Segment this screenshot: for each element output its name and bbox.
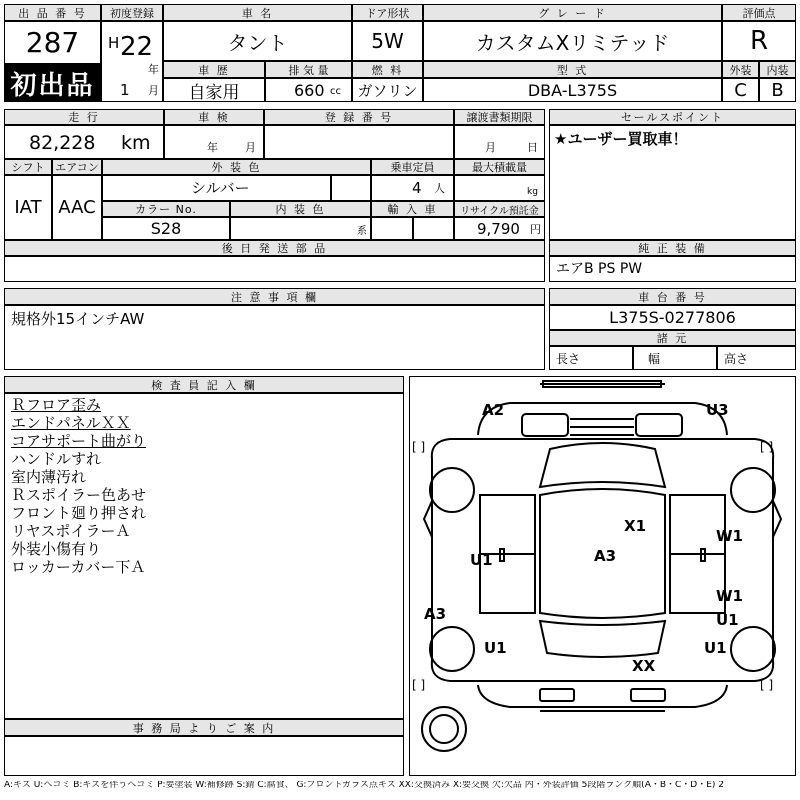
later-parts-cell	[4, 256, 545, 282]
grille-lines	[570, 419, 634, 435]
caution-note: 規格外15インチAW	[11, 310, 145, 328]
load-unit: kg	[527, 187, 538, 197]
inspector-note-9: ロッカーカバー下Ａ	[11, 558, 146, 576]
transfer-day-unit: 日	[527, 141, 538, 154]
front-right-wheel	[731, 468, 775, 512]
later-parts-label: 後 日 発 送 部 品	[4, 240, 545, 256]
inspector-notes	[4, 393, 404, 719]
inspector-note-7: リヤスポイラーＡ	[11, 522, 131, 540]
fuel-label: 燃 料	[352, 61, 423, 78]
grade: カスタムXリミテッド	[423, 21, 722, 61]
car-name-label: 車 名	[163, 4, 352, 21]
displacement-unit: cc	[330, 86, 341, 97]
rear-left-wheel	[430, 627, 474, 671]
registration-year: 22	[120, 32, 154, 62]
equipment: エアB PS PW	[556, 261, 643, 277]
mileage-cell	[4, 125, 164, 159]
model-code: DBA-L375S	[423, 78, 722, 102]
interior-grade: B	[759, 78, 796, 102]
equipment-cell	[549, 256, 796, 282]
registration-label: 初度登録	[101, 4, 163, 21]
mark-x1: X1	[624, 517, 647, 535]
tail-outline	[478, 685, 727, 707]
shift-label: シフト	[4, 159, 52, 175]
color-no-label: カラー No.	[102, 201, 230, 217]
bracket-left-bottom: [ ]	[412, 678, 426, 692]
windshield-outline	[540, 443, 665, 487]
rear-right-wheel	[731, 627, 775, 671]
inspection-label: 車 検	[164, 109, 264, 125]
left-mirror	[424, 501, 432, 537]
left-taillamp	[540, 689, 574, 701]
inspection-month-unit: 月	[245, 141, 256, 154]
evaluation-score: R	[722, 21, 796, 61]
dimensions-label: 諸 元	[549, 330, 796, 346]
lot-number-label: 出 品 番 号	[4, 4, 101, 21]
inspector-note-0: Ｒフロア歪み	[11, 396, 102, 414]
displacement-label: 排 気 量	[265, 61, 352, 78]
mark-a3-left: A3	[424, 605, 447, 623]
mileage-label: 走 行	[4, 109, 164, 125]
inspector-note-5: Ｒスポイラー色あせ	[11, 486, 147, 504]
mark-a2: A2	[482, 401, 505, 419]
front-left-wheel	[430, 468, 474, 512]
caution-label: 注 意 事 項 欄	[4, 288, 545, 305]
mark-w1-rear: W1	[716, 587, 743, 605]
mark-xx: XX	[632, 657, 656, 675]
sales-point-label: セールスポイント	[549, 109, 796, 125]
plate-cell	[264, 125, 454, 159]
score-label: 評価点	[722, 4, 796, 21]
left-headlamp	[522, 414, 568, 436]
spare-tire-inner	[430, 715, 458, 743]
width-label: 幅	[648, 352, 661, 366]
era: H	[108, 34, 120, 52]
interior-color-unit: 系	[357, 226, 367, 237]
mark-u1-left-front: U1	[470, 551, 493, 569]
history-label: 車 歴	[163, 61, 265, 78]
car-name: タント	[163, 21, 352, 61]
inspector-note-1: エンドパネルＸＸ	[11, 414, 131, 432]
bracket-left-top: [ ]	[412, 440, 426, 454]
capacity-label: 乗車定員	[371, 159, 454, 175]
capacity-unit: 人	[434, 182, 445, 195]
exterior-label: 外装	[722, 61, 759, 78]
transfer-month-unit: 月	[485, 141, 496, 154]
mark-a3-roof: A3	[594, 547, 617, 565]
plate-label: 登 録 番 号	[264, 109, 454, 125]
caution-cell	[4, 305, 545, 370]
mark-u1-right-lower: U1	[704, 639, 727, 657]
year-unit: 年	[148, 63, 159, 76]
color-number: S28	[102, 217, 230, 240]
door-type: 5W	[352, 21, 423, 61]
legend: A:キズ U:ヘコミ B:キズを伴うヘコミ P:要塗装 W:補修跡 S:錆 C:腐食、 G:フロントガラス点キズ XX:交換済み X:要交換 欠:欠品 内・外装評価 5段階ランク順(A・B・C・D・E) 2	[4, 781, 725, 790]
ac-label: エアコン	[52, 159, 102, 175]
inspector-note-8: 外装小傷有り	[11, 540, 102, 558]
mileage: 82,228	[29, 132, 96, 154]
registration-month: 1	[120, 81, 130, 99]
height-cell	[717, 346, 796, 370]
car-diagram-drawing	[410, 377, 795, 775]
capacity-cell	[371, 175, 454, 201]
exterior-color-spare	[331, 175, 371, 201]
inspector-note-4: 室内薄汚れ	[11, 468, 87, 486]
month-unit: 月	[148, 84, 159, 97]
capacity: 4	[412, 179, 422, 197]
import-cell-a	[371, 217, 413, 240]
car-history: 自家用	[163, 78, 265, 102]
office-notes	[4, 736, 404, 776]
door-label: ドア形状	[352, 4, 423, 21]
right-mirror	[773, 501, 781, 537]
exterior-grade: C	[722, 78, 759, 102]
air-conditioner: AAC	[52, 175, 102, 240]
bracket-right-top: [ ]	[760, 440, 774, 454]
right-taillamp	[631, 689, 665, 701]
exterior-color-label: 外 装 色	[102, 159, 371, 175]
import-cell-b	[413, 217, 454, 240]
transfer-cell	[454, 125, 545, 159]
chassis-number: L375S-0277806	[549, 305, 796, 330]
model-label: 型 式	[423, 61, 722, 78]
length-cell	[549, 346, 633, 370]
height-label: 高さ	[724, 352, 749, 366]
rear-window-outline	[540, 621, 665, 657]
shift: IAT	[4, 175, 52, 240]
inspector-note-2: コアサポート曲がり	[11, 432, 147, 450]
interior-label: 内装	[759, 61, 796, 78]
transfer-label: 譲渡書類期限	[454, 109, 545, 125]
exterior-color-cell	[102, 175, 331, 201]
mark-u3: U3	[706, 401, 729, 419]
bracket-right-bottom: [ ]	[760, 678, 774, 692]
sales-point-cell	[549, 125, 796, 240]
import-label: 輸 入 車	[371, 201, 454, 217]
equipment-label: 純 正 装 備	[549, 240, 796, 256]
inspector-label: 検 査 員 記 入 欄	[4, 376, 404, 393]
right-headlamp	[636, 414, 682, 436]
grade-label: グ レ ー ド	[423, 4, 722, 21]
mark-u1-left-rear: U1	[484, 639, 507, 657]
displacement-cell	[265, 78, 352, 102]
registration-cell	[101, 21, 163, 102]
sales-point: ★ユーザー買取車！	[554, 130, 688, 148]
mark-u1-right-rear: U1	[716, 611, 739, 629]
load-cell	[454, 175, 545, 201]
chassis-label: 車 台 番 号	[549, 288, 796, 305]
length-label: 長さ	[556, 352, 581, 366]
recycle-cell	[454, 217, 545, 240]
displacement: 660	[294, 81, 325, 100]
first-sale-badge: 初出品	[4, 64, 101, 102]
recycle-label: リサイクル預託金	[454, 201, 545, 217]
inspection-cell	[164, 125, 264, 159]
exterior-color: シルバー	[191, 179, 250, 197]
inspection-year-unit: 年	[207, 141, 218, 154]
car-diagram	[409, 376, 796, 776]
interior-color-cell	[230, 217, 371, 240]
recycle-unit: 円	[530, 223, 541, 236]
recycle-fee: 9,790	[477, 220, 520, 238]
mark-w1-front: W1	[716, 527, 743, 545]
load-label: 最大積載量	[454, 159, 545, 175]
office-label: 事 務 局 よ り ご 案 内	[4, 719, 404, 736]
interior-color-label: 内 装 色	[230, 201, 371, 217]
lot-number: 287	[4, 21, 101, 64]
mileage-unit: km	[121, 132, 151, 154]
spare-tire	[422, 707, 466, 751]
inspector-note-6: フロント廻り押され	[11, 504, 147, 522]
width-cell	[633, 346, 717, 370]
fuel: ガソリン	[352, 78, 423, 102]
inspector-note-3: ハンドルすれ	[11, 450, 102, 468]
